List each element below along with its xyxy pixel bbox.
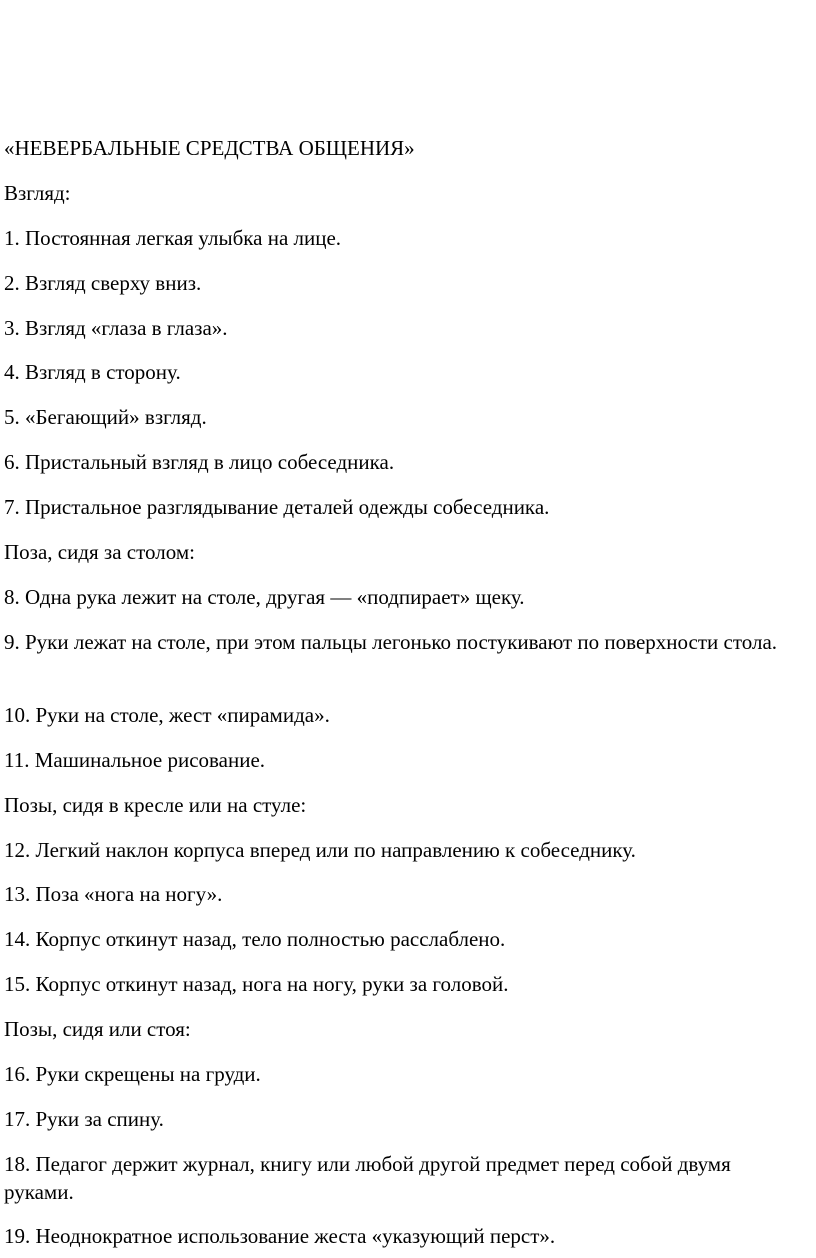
list-item: 5. «Бегающий» взгляд.: [4, 405, 207, 429]
list-item: 11. Машинальное рисование.: [4, 748, 266, 772]
list-item: 14. Корпус откинут назад, тело полностью расслаблено.: [4, 927, 506, 951]
section-heading-sit-stand-pose: Позы, сидя или стоя:: [4, 1017, 191, 1041]
list-item: 13. Поза «нога на ногу».: [4, 882, 223, 906]
list-item: 12. Легкий наклон корпуса вперед или по направлению к собеседнику.: [4, 838, 636, 862]
section-heading-table-pose: Поза, сидя за столом:: [4, 540, 195, 564]
section-heading-chair-pose: Позы, сидя в кресле или на стуле:: [4, 793, 307, 817]
document-title: «НЕВЕРБАЛЬНЫЕ СРЕДСТВА ОБЩЕНИЯ»: [4, 136, 415, 160]
list-item: 7. Пристальное разглядывание деталей одежды собеседника.: [4, 495, 550, 519]
list-item: 6. Пристальный взгляд в лицо собеседника.: [4, 450, 395, 474]
list-item: 17. Руки за спину.: [4, 1107, 164, 1131]
list-item: 4. Взгляд в сторону.: [4, 360, 181, 384]
list-item: 15. Корпус откинут назад, нога на ногу, руки за головой.: [4, 972, 509, 996]
list-item: 8. Одна рука лежит на столе, другая — «подпирает» щеку.: [4, 585, 525, 609]
list-item: 2. Взгляд сверху вниз.: [4, 271, 202, 295]
list-item: 9. Руки лежат на столе, при этом пальцы легонько постукивают по поверхности стола.: [4, 630, 778, 654]
section-heading-gaze: Взгляд:: [4, 181, 71, 205]
list-item: 16. Руки скрещены на груди.: [4, 1062, 261, 1086]
list-item: 18. Педагог держит журнал, книгу или любой другой предмет перед собой двумя руками.: [4, 1152, 731, 1204]
list-item: 10. Руки на столе, жест «пирамида».: [4, 703, 330, 727]
list-item: 19. Неоднократное использование жеста «указующий перст».: [4, 1224, 556, 1248]
list-item: 3. Взгляд «глаза в глаза».: [4, 316, 228, 340]
list-item: 1. Постоянная легкая улыбка на лице.: [4, 226, 342, 250]
